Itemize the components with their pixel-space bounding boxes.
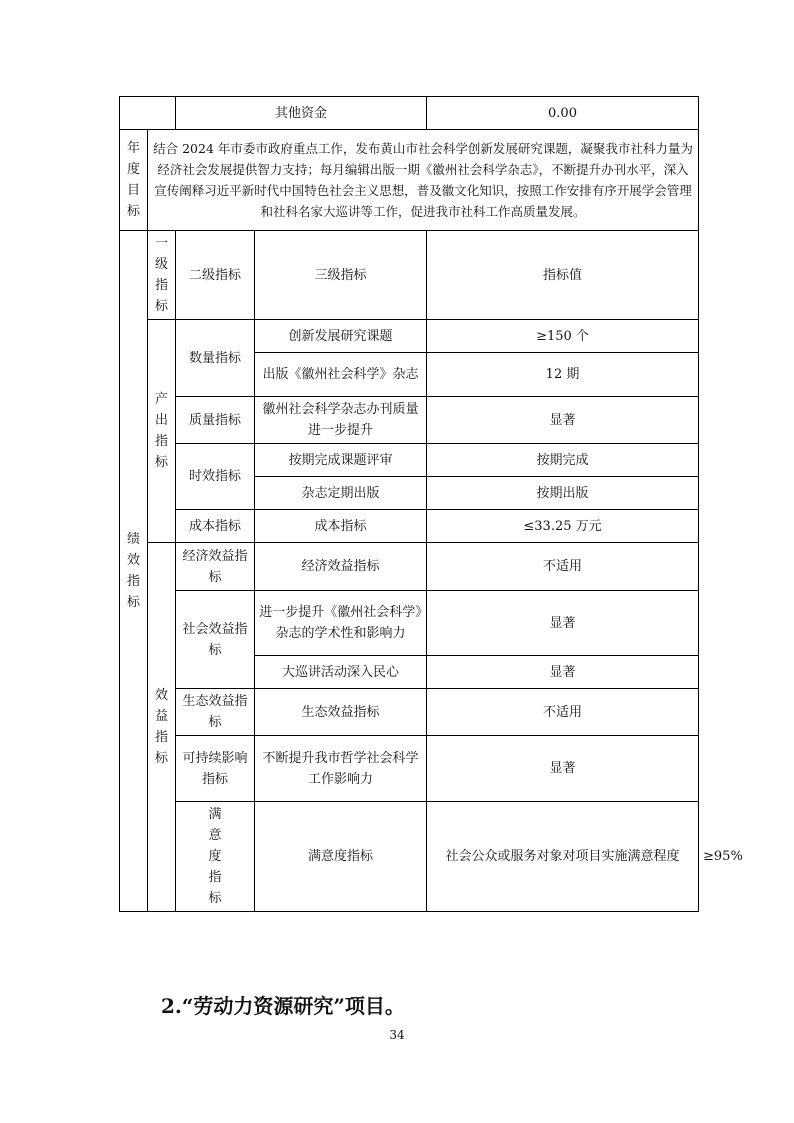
satisfaction-sublabel: 满意度指标 (255, 802, 427, 912)
social-label: 社会效益指标 (176, 591, 255, 689)
indicator-value: 显著 (427, 591, 699, 656)
performance-table (119, 96, 743, 912)
cost-label: 成本指标 (176, 510, 255, 543)
table-row (120, 591, 699, 656)
indicator-value: 显著 (427, 736, 699, 802)
indicator-name: 生态效益指标 (255, 689, 427, 736)
annual-goal-text: 结合 2024 年市委市政府重点工作，发布黄山市社会科学创新发展研究课题，凝聚我市社科力量为经济社会发展提供智力支持；每月编辑出版一期《徽州社会科学杂志》，不断提升办刊水平，深入宣传阐释习近平新时代中国特色社会主义思想，普及徽文化知识，按照工作安排有序开展学会管理和社科名家大巡讲等工作，促进我市社科工作高质量发展。 (148, 130, 699, 231)
indicator-value: ≥150 个 (427, 320, 699, 353)
indicator-value: 12 期 (427, 353, 699, 397)
indicator-name: 成本指标 (255, 510, 427, 543)
timeliness-label: 时效指标 (176, 444, 255, 510)
indicator-name: 创新发展研究课题 (255, 320, 427, 353)
header-level1: 一级指标 (148, 231, 176, 320)
indicator-name: 进一步提升《徽州社会科学》杂志的学术性和影响力 (255, 591, 427, 656)
indicator-value: 显著 (427, 656, 699, 689)
indicator-name: 社会公众或服务对象对项目实施满意程度 (427, 802, 699, 912)
table-row (120, 510, 699, 543)
indicator-name: 杂志定期出版 (255, 477, 427, 510)
indicator-name: 徽州社会科学杂志办刊质量进一步提升 (255, 397, 427, 444)
indicator-name: 大巡讲活动深入民心 (255, 656, 427, 689)
indicator-value: 按期完成 (427, 444, 699, 477)
indicator-value: 按期出版 (427, 477, 699, 510)
indicator-name: 不断提升我市哲学社会科学工作影响力 (255, 736, 427, 802)
quality-label: 质量指标 (176, 397, 255, 444)
indicator-value: 不适用 (427, 543, 699, 591)
header-level3: 三级指标 (255, 231, 427, 320)
table-row (120, 689, 699, 736)
annual-goal-label: 年度目标 (120, 130, 148, 231)
benefit-label: 效益指标 (148, 543, 176, 912)
funding-label: 其他资金 (176, 97, 427, 130)
sustainable-label: 可持续影响指标 (176, 736, 255, 802)
indicator-name: 按期完成课题评审 (255, 444, 427, 477)
page-number: 34 (389, 1028, 405, 1042)
indicator-name: 出版《徽州社会科学》杂志 (255, 353, 427, 397)
funding-row (120, 97, 699, 130)
ecological-label: 生态效益指标 (176, 689, 255, 736)
satisfaction-label: 满意度指标 (176, 802, 255, 912)
indicator-value: 显著 (427, 397, 699, 444)
performance-label: 绩效指标 (120, 231, 148, 912)
indicator-name: 经济效益指标 (255, 543, 427, 591)
table-row (120, 397, 699, 444)
header-level2: 二级指标 (176, 231, 255, 320)
section-heading: 2.“劳动力资源研究”项目。 (161, 994, 405, 1018)
header-row (120, 231, 699, 320)
indicator-value: ≤33.25 万元 (427, 510, 699, 543)
table-row (120, 736, 699, 802)
funding-blank-cell (120, 97, 176, 130)
output-label: 产出指标 (148, 320, 176, 543)
quantity-label: 数量指标 (176, 320, 255, 397)
funding-amount: 0.00 (427, 97, 699, 130)
table-row (120, 320, 699, 353)
table-row (120, 444, 699, 477)
annual-goal-row (120, 130, 699, 231)
header-value: 指标值 (427, 231, 699, 320)
table-row (120, 543, 699, 591)
economic-label: 经济效益指标 (176, 543, 255, 591)
indicator-value: 不适用 (427, 689, 699, 736)
table-row: 满意度指标 满意度指标 社会公众或服务对象对项目实施满意程度 ≥95% (120, 802, 699, 912)
